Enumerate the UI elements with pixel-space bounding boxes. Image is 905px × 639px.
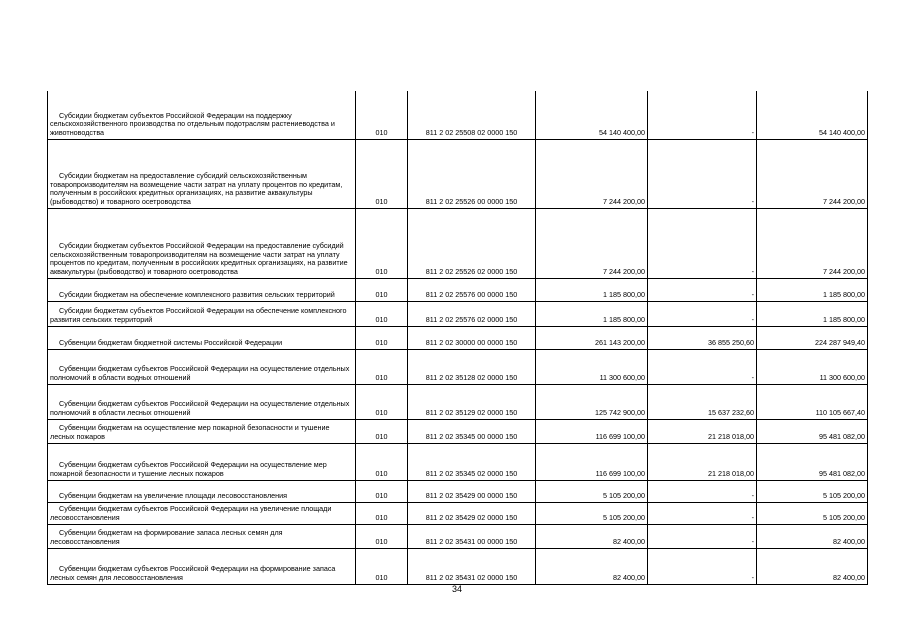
line-code-cell: 010	[356, 326, 408, 349]
budget-classification-code-cell: 811 2 02 35345 00 0000 150	[408, 419, 536, 443]
income-name-cell	[48, 384, 356, 419]
income-name: Субвенции бюджетам субъектов Российской Федерации на осуществление отдельных полномочий в области водных отношений	[50, 364, 350, 382]
executed-amount-cell: -	[648, 208, 757, 278]
page-number: 34	[452, 584, 463, 594]
line-code-cell: 010	[356, 480, 408, 502]
income-name: Субвенции бюджетам бюджетной системы Российской Федерации	[59, 337, 283, 347]
approved-amount-cell: 7 244 200,00	[536, 139, 648, 208]
table-row	[48, 419, 868, 443]
line-code-cell: 010	[356, 502, 408, 524]
table-row	[48, 139, 868, 208]
budget-classification-code-cell: 811 2 02 35128 02 0000 150	[408, 349, 536, 384]
approved-amount-cell: 5 105 200,00	[536, 480, 648, 502]
income-name: Субвенции бюджетам на осуществление мер пожарной безопасности и тушение лесных пожаров	[50, 423, 330, 441]
budget-classification-code-cell: 811 2 02 35129 02 0000 150	[408, 384, 536, 419]
income-name-cell	[48, 443, 356, 480]
line-code-cell: 010	[356, 349, 408, 384]
remaining-amount-cell: 95 481 082,00	[757, 419, 868, 443]
remaining-amount-cell: 7 244 200,00	[757, 208, 868, 278]
income-name: Субсидии бюджетам субъектов Российской Федерации на обеспечение комплексного развития сельских территорий	[50, 306, 347, 324]
remaining-amount-cell: 224 287 949,40	[757, 326, 868, 349]
line-code-cell: 010	[356, 278, 408, 301]
income-name: Субсидии бюджетам субъектов Российской Федерации на предоставление субсидий сельскохозяйственным товаропроизводителям на возмещение части затрат на уплату процентов по кредитам, полученным в российских кредитных организациях, на развитие аквакультуры (рыбоводство) и товарного осетроводства	[50, 241, 348, 276]
table-row	[48, 326, 868, 349]
budget-revenue-table	[47, 91, 868, 585]
remaining-amount-cell: 1 185 800,00	[757, 301, 868, 326]
approved-amount-cell: 11 300 600,00	[536, 349, 648, 384]
executed-amount-cell: -	[648, 139, 757, 208]
table-row	[48, 349, 868, 384]
remaining-amount-cell: 110 105 667,40	[757, 384, 868, 419]
approved-amount-cell: 1 185 800,00	[536, 301, 648, 326]
budget-classification-code-cell: 811 2 02 25526 00 0000 150	[408, 139, 536, 208]
executed-amount-cell: 21 218 018,00	[648, 419, 757, 443]
income-name-cell	[48, 301, 356, 326]
line-code-cell: 010	[356, 91, 408, 139]
income-name-cell	[48, 139, 356, 208]
income-name-cell	[48, 208, 356, 278]
executed-amount-cell: -	[648, 548, 757, 584]
budget-classification-code-cell: 811 2 02 25526 02 0000 150	[408, 208, 536, 278]
table-row	[48, 91, 868, 139]
budget-classification-code-cell: 811 2 02 35429 02 0000 150	[408, 502, 536, 524]
line-code-cell: 010	[356, 301, 408, 326]
income-name-cell	[48, 524, 356, 548]
approved-amount-cell: 82 400,00	[536, 524, 648, 548]
income-name-cell	[48, 278, 356, 301]
remaining-amount-cell: 95 481 082,00	[757, 443, 868, 480]
table-row	[48, 480, 868, 502]
table-row	[48, 443, 868, 480]
remaining-amount-cell: 5 105 200,00	[757, 480, 868, 502]
table-row	[48, 278, 868, 301]
remaining-amount-cell: 7 244 200,00	[757, 139, 868, 208]
income-name: Субсидии бюджетам субъектов Российской Федерации на поддержку сельскохозяйственного производства по отдельным подотраслям растениеводства и животноводства	[50, 110, 335, 137]
remaining-amount-cell: 5 105 200,00	[757, 502, 868, 524]
table-row	[48, 502, 868, 524]
remaining-amount-cell: 82 400,00	[757, 548, 868, 584]
executed-amount-cell: -	[648, 502, 757, 524]
executed-amount-cell: -	[648, 349, 757, 384]
executed-amount-cell: -	[648, 480, 757, 502]
line-code-cell: 010	[356, 139, 408, 208]
executed-amount-cell: 21 218 018,00	[648, 443, 757, 480]
budget-classification-code-cell: 811 2 02 35431 00 0000 150	[408, 524, 536, 548]
income-name: Субвенции бюджетам субъектов Российской Федерации на осуществление мер пожарной безопасности и тушение лесных пожаров	[50, 460, 327, 478]
approved-amount-cell: 116 699 100,00	[536, 443, 648, 480]
table-row	[48, 524, 868, 548]
table-row	[48, 301, 868, 326]
executed-amount-cell: -	[648, 278, 757, 301]
approved-amount-cell: 82 400,00	[536, 548, 648, 584]
executed-amount-cell: 15 637 232,60	[648, 384, 757, 419]
income-name: Субсидии бюджетам на обеспечение комплексного развития сельских территорий	[59, 289, 335, 299]
approved-amount-cell: 54 140 400,00	[536, 91, 648, 139]
line-code-cell: 010	[356, 443, 408, 480]
income-name: Субвенции бюджетам на увеличение площади лесовосстановления	[59, 490, 288, 500]
budget-classification-code-cell: 811 2 02 35429 00 0000 150	[408, 480, 536, 502]
income-name: Субвенции бюджетам субъектов Российской Федерации на увеличение площади лесовосстановления	[50, 504, 332, 522]
remaining-amount-cell: 54 140 400,00	[757, 91, 868, 139]
budget-classification-code-cell: 811 2 02 25508 02 0000 150	[408, 91, 536, 139]
income-name-cell	[48, 326, 356, 349]
table-row	[48, 208, 868, 278]
income-name: Субвенции бюджетам субъектов Российской Федерации на формирование запаса лесных семян для лесовосстановления	[50, 564, 336, 582]
approved-amount-cell: 125 742 900,00	[536, 384, 648, 419]
approved-amount-cell: 116 699 100,00	[536, 419, 648, 443]
table-row	[48, 548, 868, 584]
executed-amount-cell: -	[648, 524, 757, 548]
executed-amount-cell: -	[648, 91, 757, 139]
approved-amount-cell: 5 105 200,00	[536, 502, 648, 524]
budget-classification-code-cell: 811 2 02 25576 00 0000 150	[408, 278, 536, 301]
executed-amount-cell: -	[648, 301, 757, 326]
approved-amount-cell: 261 143 200,00	[536, 326, 648, 349]
income-name: Субвенции бюджетам субъектов Российской Федерации на осуществление отдельных полномочий в области лесных отношений	[50, 399, 350, 417]
approved-amount-cell: 1 185 800,00	[536, 278, 648, 301]
executed-amount-cell: 36 855 250,60	[648, 326, 757, 349]
income-name-cell	[48, 91, 356, 139]
remaining-amount-cell: 1 185 800,00	[757, 278, 868, 301]
line-code-cell: 010	[356, 208, 408, 278]
approved-amount-cell: 7 244 200,00	[536, 208, 648, 278]
table-row	[48, 384, 868, 419]
remaining-amount-cell: 82 400,00	[757, 524, 868, 548]
remaining-amount-cell: 11 300 600,00	[757, 349, 868, 384]
line-code-cell: 010	[356, 524, 408, 548]
income-name: Субвенции бюджетам на формирование запаса лесных семян для лесовосстановления	[50, 528, 283, 546]
income-name-cell	[48, 502, 356, 524]
income-name: Субсидии бюджетам на предоставление субсидий сельскохозяйственным товаропроизводителям на возмещение части затрат на уплату процентов по кредитам, полученным в российских кредитных организациях, на развитие аквакультуры (рыбоводство) и товарного осетроводства	[50, 171, 343, 206]
income-name-cell	[48, 548, 356, 584]
line-code-cell: 010	[356, 419, 408, 443]
line-code-cell: 010	[356, 548, 408, 584]
income-name-cell	[48, 480, 356, 502]
budget-classification-code-cell: 811 2 02 35431 02 0000 150	[408, 548, 536, 584]
budget-classification-code-cell: 811 2 02 25576 02 0000 150	[408, 301, 536, 326]
budget-classification-code-cell: 811 2 02 35345 02 0000 150	[408, 443, 536, 480]
income-name-cell	[48, 349, 356, 384]
budget-classification-code-cell: 811 2 02 30000 00 0000 150	[408, 326, 536, 349]
line-code-cell: 010	[356, 384, 408, 419]
income-name-cell	[48, 419, 356, 443]
